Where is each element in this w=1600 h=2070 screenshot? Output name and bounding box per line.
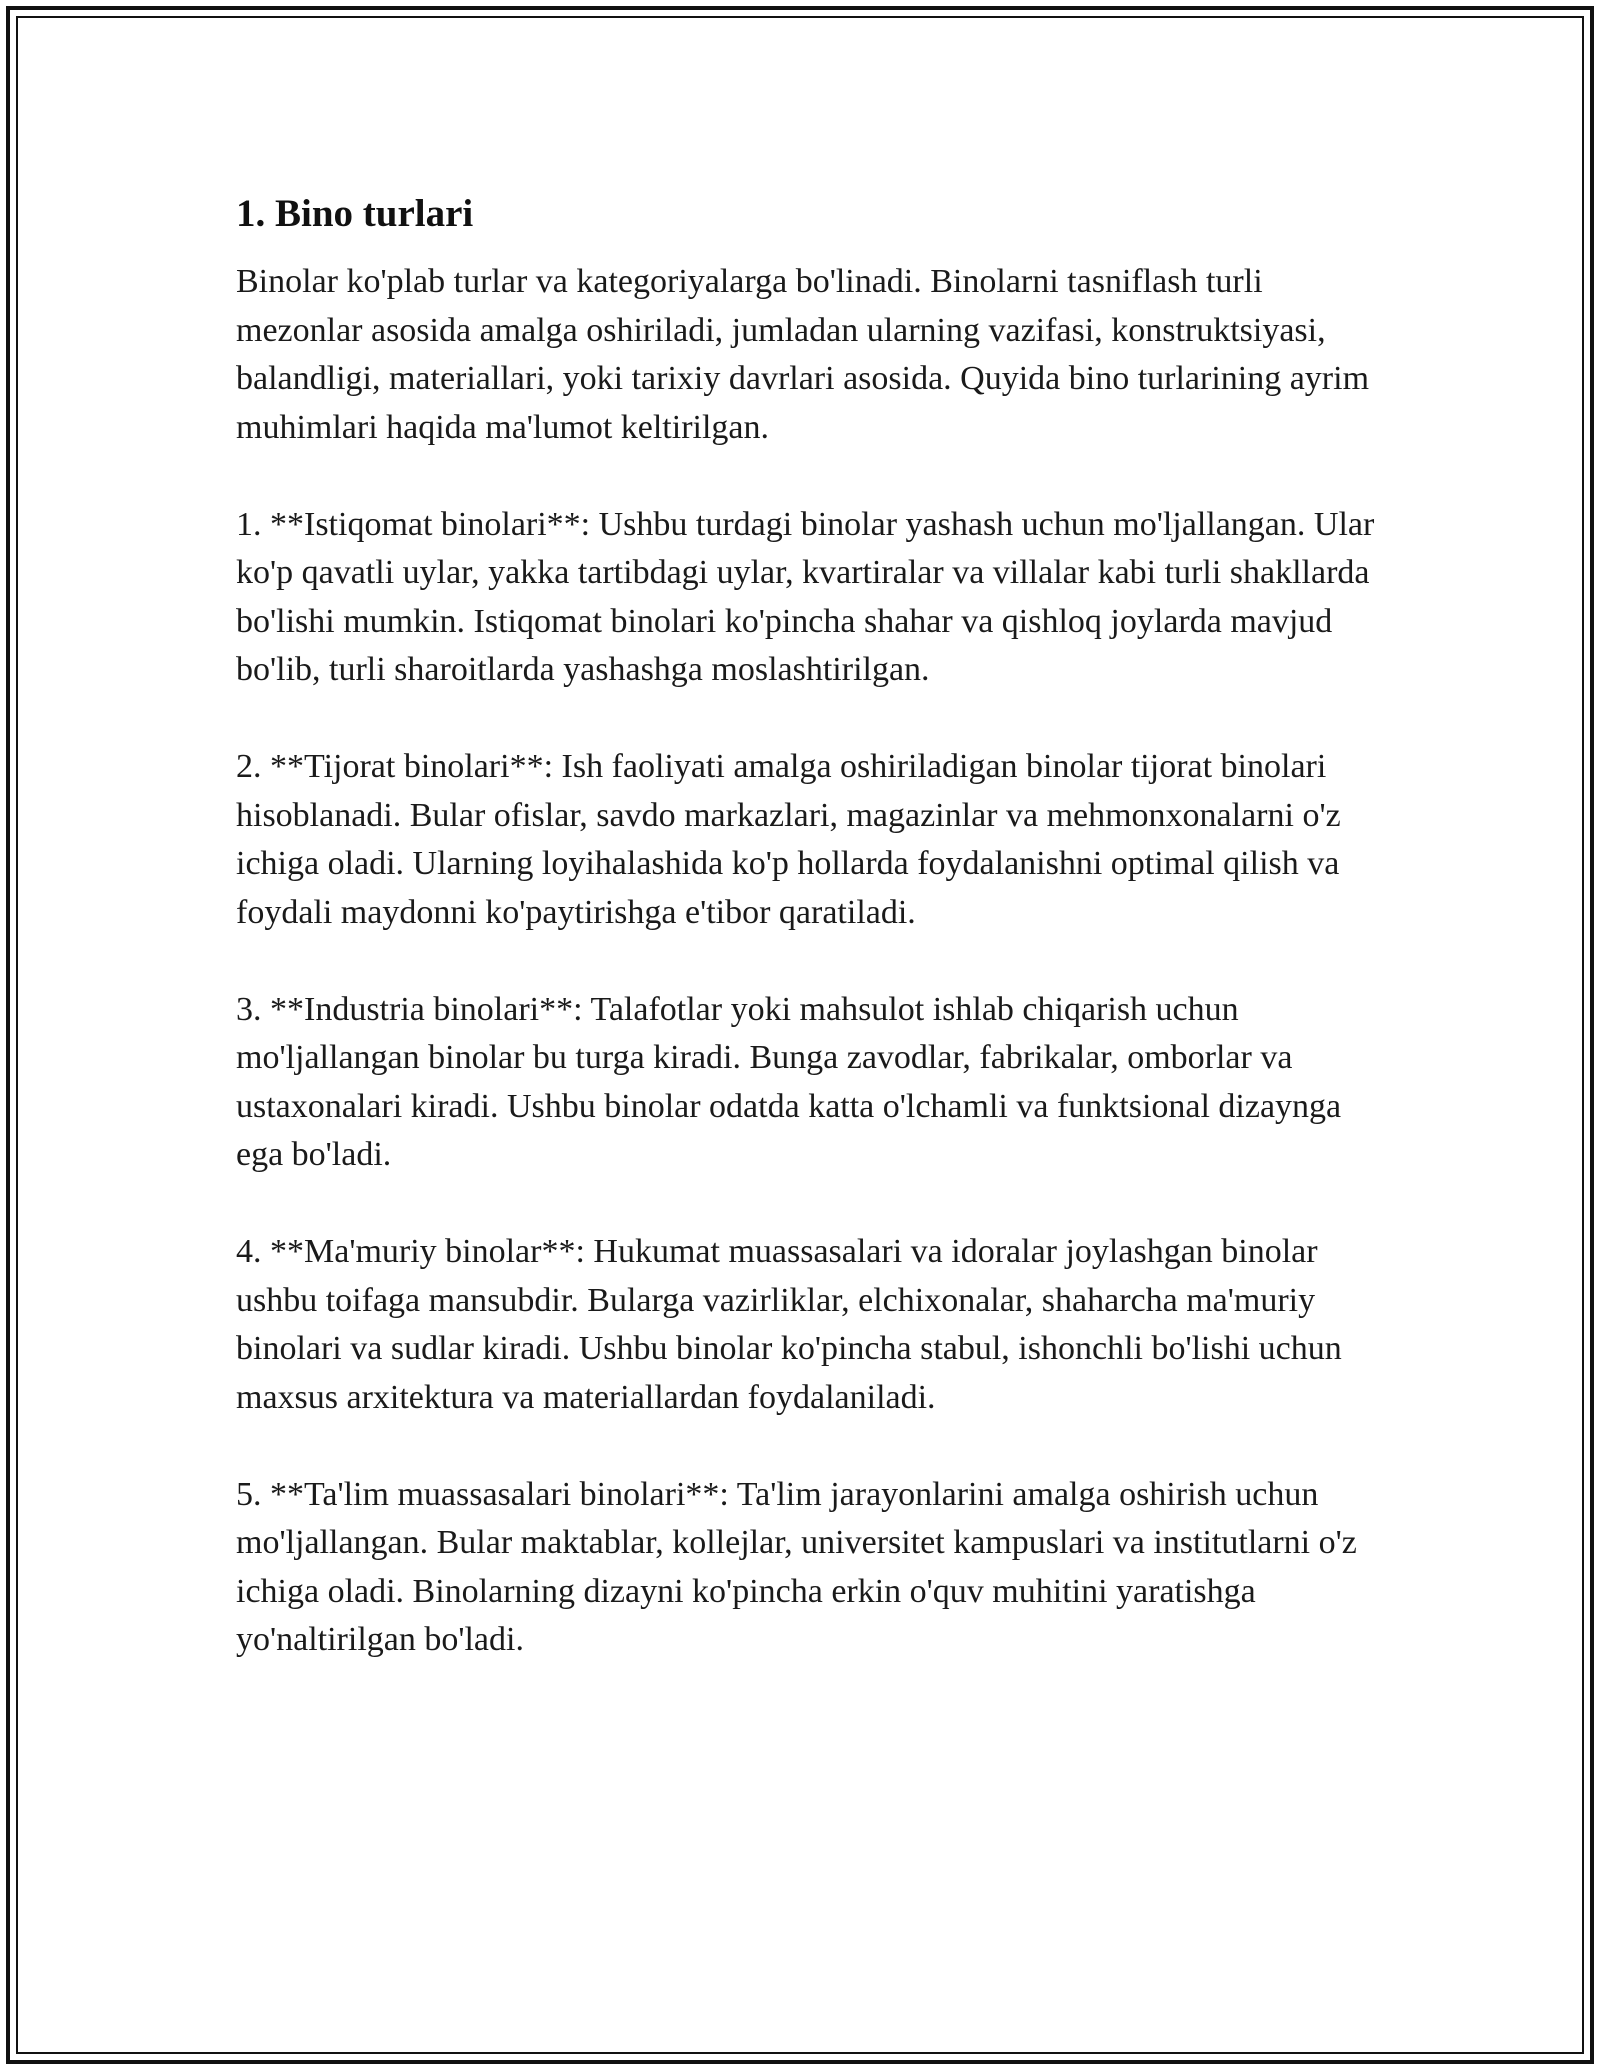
intro-paragraph: Binolar ko'plab turlar va kategoriyalarga bo'linadi. Binolarni tasniflash turli mezonlar asosida amalga oshiriladi, jumladan ularning vazifasi, konstruktsiyasi, balandligi, materiallari, yoki tarixiy davrlari asosida. Quyida bino turlarining ayrim muhimlari haqida ma'lumot keltirilgan. xyxy=(236,263,1370,446)
section-heading: 1. Bino turlari xyxy=(236,192,474,235)
list-item-residential: 1. **Istiqomat binolari**: Ushbu turdagi binolar yashash uchun mo'ljallangan. Ular ko'p qavatli uylar, yakka tartibdagi uylar, kvartiralar va villalar kabi turli shakllarda bo'lishi mumkin. Istiqomat binolari ko'pincha shahar va qishloq joylarda mavjud bo'lib, turli sharoitlarda yashashga moslashtirilgan. xyxy=(236,505,1375,688)
list-item-educational: 5. **Ta'lim muassasalari binolari**: Ta'lim jarayonlarini amalga oshirish uchun mo'ljallangan. Bular maktablar, kollejlar, universitet kampuslari va institutlarni o'z ichiga oladi. Binolarning dizayni ko'pincha erkin o'quv muhitini yaratishga yo'naltirilgan bo'ladi. xyxy=(236,1475,1357,1658)
list-item-commercial: 2. **Tijorat binolari**: Ish faoliyati amalga oshiriladigan binolar tijorat binolari hisoblanadi. Bular ofislar, savdo markazlari, magazinlar va mehmonxonalarni o'z ichiga oladi. Ularning loyihalashida ko'p hollarda foydalanishni optimal qilish va foydali maydonni ko'paytirishga e'tibor qaratiladi. xyxy=(236,748,1341,931)
document-body xyxy=(236,188,1386,1665)
list-item-administrative: 4. **Ma'muriy binolar**: Hukumat muassasalari va idoralar joylashgan binolar ushbu toifaga mansubdir. Bularga vazirliklar, elchixonalar, shaharcha ma'muriy binolari va sudlar kiradi. Ushbu binolar ko'pincha stabul, ishonchli bo'lishi uchun maxsus arxitektura va materiallardan foydalaniladi. xyxy=(236,1233,1342,1416)
list-item-industrial: 3. **Industria binolari**: Talafotlar yoki mahsulot ishlab chiqarish uchun mo'ljallangan binolar bu turga kiradi. Bunga zavodlar, fabrikalar, omborlar va ustaxonalari kiradi. Ushbu binolar odatda katta o'lchamli va funktsional dizaynga ega bo'ladi. xyxy=(236,990,1342,1173)
